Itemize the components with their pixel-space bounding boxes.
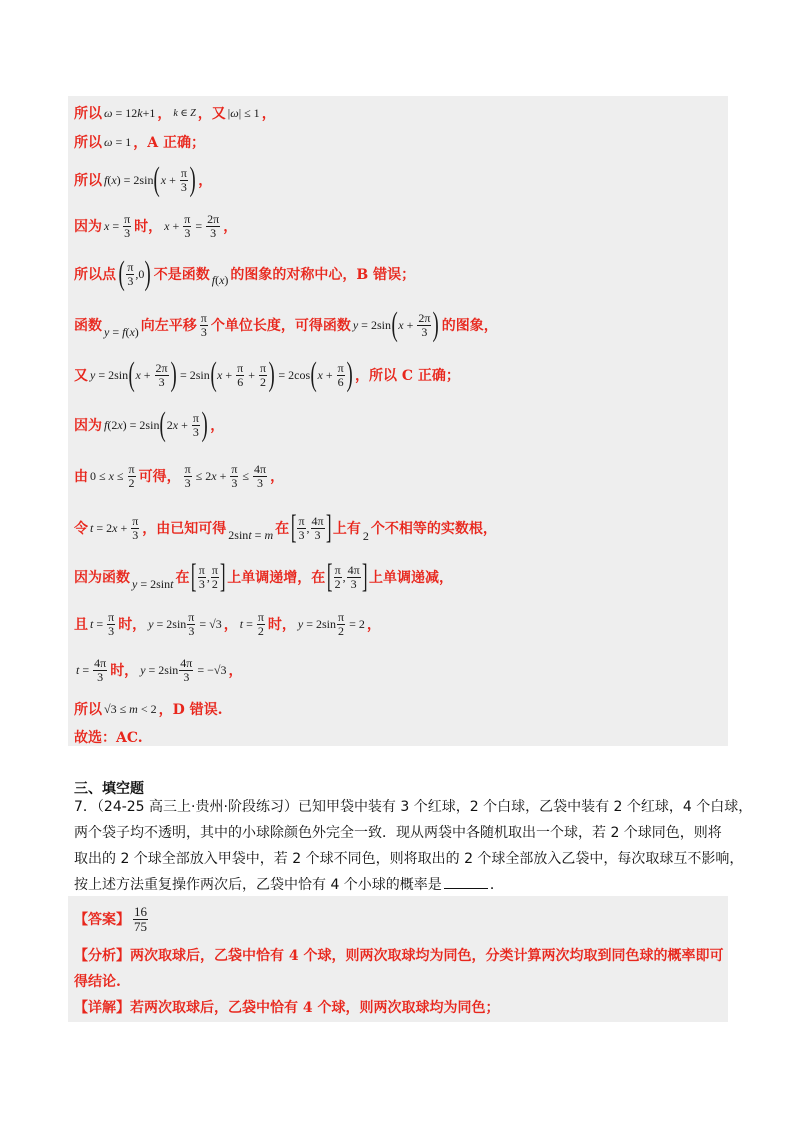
solution-line-7: 又 y = 2sin ( x + 2π 3 ) = 2sin ( x + π 6 + π 2 ) = 2cos ( x + π 6 ) ，所以 C 正确； — [74, 356, 460, 393]
math-k-in-z: k ∈ Z — [173, 107, 196, 119]
solution-line-4: 因为 x = π 3 时， x + π 3 = 2π 3 ， — [74, 211, 238, 240]
analysis-line-2: 得结论. — [74, 974, 121, 990]
problem-line-2: 两个袋子均不透明，其中的小球除颜色外完全一致．现从两袋中各随机取出一个球，若 2 个球同色，则将 — [74, 825, 722, 841]
solution-line-2: 所以 ω = 1 ，A 正确； — [74, 134, 206, 151]
answer-label: 【答案】 — [74, 912, 130, 928]
problem-line-4: 按上述方法重复操作两次后，乙袋中恰有 4 个小球的概率是 ． — [74, 877, 504, 893]
solution-line-3: 所以 f ( x ) = 2sin ( x + π 3 ) ， — [74, 161, 213, 198]
answer-blank — [444, 888, 488, 889]
solution-line-10: 令 t = 2 x + π 3 ，由已知可得 2sin t = m 在 [ π 3 , 4π 3 ] 上有 2 个不相等的实数根， — [74, 509, 497, 546]
solution-line-1: 所以 ω = 12 k +1 ， k ∈ Z ，又 | ω | ≤ 1 ， — [74, 105, 276, 122]
math-abs-omega: | ω | ≤ 1 — [227, 105, 260, 120]
solution-line-9: 由 0 ≤ x ≤ π 2 可得， π 3 ≤ 2 x + π 3 ≤ 4π 3 ， — [74, 461, 285, 490]
solution-line-13: t = 4π 3 时， y = 2sin 4π 3 = −√3 ， — [76, 655, 243, 684]
math-omega-eq: ω = 12 k +1 — [104, 105, 156, 120]
detail-line: 【详解】 若两次取球后，乙袋中恰有 4 个球，则两次取球均为同色； — [74, 1000, 500, 1016]
answer-fraction: 16 75 — [134, 903, 147, 934]
analysis-line-1: 【分析】 两次取球后，乙袋中恰有 4 个球，则两次取球均为同色，分类计算两次均取到同色球的概率即可 — [74, 948, 724, 964]
solution-line-12: 且 t = π 3 时， y = 2sin π 3 = √3 ， t = π 2 时， y = 2sin π 2 = 2 ， — [74, 609, 381, 638]
answer-line — [74, 900, 151, 938]
solution-line-8: 因为 f (2 x ) = 2sin ( 2 x + π 3 ) ， — [74, 406, 225, 443]
solution-line-15: 故选：AC. — [74, 730, 143, 746]
solution-line-5: 所以点 ( π 3 ,0 ) 不是函数 f ( x ) 的图象的对称中心，B 错误； — [74, 255, 416, 292]
solution-line-11: 因为函数 y = 2sin t 在 [ π 3 , π 2 ] 上单调递增，在 [ π 2 , 4π 3 ] 上单调递减， — [74, 558, 454, 595]
problem-line-1: 7．（24-25 高三上·贵州·阶段练习）已知甲袋中装有 3 个红球，2 个白球，乙袋中装有 2 个红球，4 个白球， — [74, 799, 753, 815]
section-title: 三、填空题 — [74, 781, 144, 797]
solution-line-6: 函数 y = f ( x ) 向左平移 π 3 个单位长度，可得函数 y = 2sin ( x + 2π 3 ) 的图象， — [74, 306, 498, 343]
solution-line-14: 所以 √3 ≤ m < 2 ，D 错误. — [74, 701, 223, 718]
problem-line-3: 取出的 2 个球全部放入甲袋中，若 2 个球不同色，则将取出的 2 个球全部放入乙袋中，每次取球互不影响， — [74, 851, 744, 867]
